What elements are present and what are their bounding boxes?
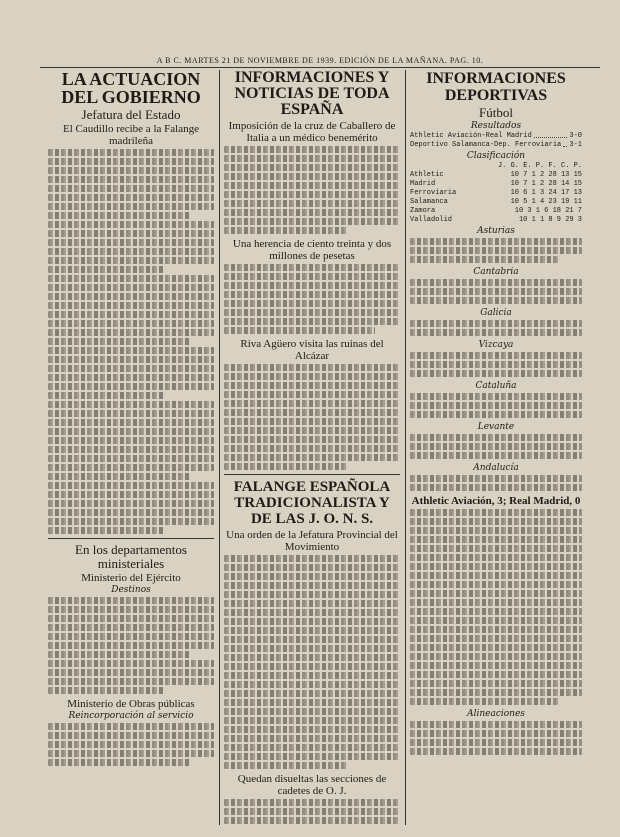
subhead-orden-jefatura: Una orden de la Jefatura Provincial del Movimiento — [226, 529, 398, 553]
subhead-caudillo: El Caudillo recibe a la Falange madrileña — [63, 123, 199, 147]
results-block — [410, 352, 582, 377]
subhead-futbol: Fútbol — [479, 105, 513, 120]
label-andalucia: Andalucía — [473, 463, 519, 473]
article-body — [224, 555, 400, 769]
label-cataluna: Cataluña — [475, 381, 517, 391]
table-row: Madrid 10 7 1 2 28 14 15 — [410, 180, 582, 188]
table-row: Athletic 10 7 1 2 28 13 15 — [410, 171, 582, 179]
label-clasificacion: Clasificación — [466, 151, 526, 161]
table-row: Athletic Aviación-Real Madrid 3-0 — [410, 132, 582, 140]
label-alineaciones: Alineaciones — [467, 709, 525, 719]
results-table — [410, 132, 582, 150]
headline-informaciones: INFORMACIONES Y NOTICIAS DE TODA ESPAÑA — [234, 70, 390, 118]
table-row: Valladolid 10 1 1 8 9 29 3 — [410, 216, 582, 224]
label-galicia: Galicia — [480, 308, 512, 318]
headline-government: LA ACTUACION DEL GOBIERNO — [61, 70, 201, 107]
label-asturias: Asturias — [477, 226, 515, 236]
headline-deportivas: INFORMACIONES DEPORTIVAS — [426, 70, 566, 104]
subhead-obras-publicas: Ministerio de Obras públicas — [67, 698, 195, 710]
subhead-ejercito: Ministerio del Ejército — [81, 572, 181, 584]
results-block — [410, 434, 582, 459]
results-block — [410, 393, 582, 418]
label-levante: Levante — [477, 422, 515, 432]
results-block — [410, 238, 582, 263]
column-spain-news — [224, 70, 400, 825]
subhead-match-report: Athletic Aviación, 3; Real Madrid, 0 — [411, 495, 581, 507]
label-vizcaya: Vizcaya — [478, 340, 514, 350]
subhead-jefatura: Jefatura del Estado — [81, 107, 181, 122]
article-body — [224, 264, 400, 334]
results-block — [410, 475, 582, 491]
table-row: Salamanca 10 5 1 4 23 19 11 — [410, 198, 582, 206]
label-destinos: Destinos — [111, 585, 151, 595]
divider — [48, 538, 214, 539]
divider — [224, 474, 400, 475]
table-header: J. G. E. P. F. C. P. — [497, 162, 582, 170]
table-row: Zamora 10 3 1 6 18 21 7 — [410, 207, 582, 215]
subhead-riva-aguero: Riva Agüero visita las ruinas del Alcázar — [240, 338, 384, 362]
label-cantabria: Cantabria — [473, 267, 519, 277]
article-body — [48, 149, 214, 534]
article-body — [410, 721, 582, 755]
article-body — [410, 509, 582, 705]
article-body — [224, 364, 400, 470]
column-sports — [410, 70, 582, 825]
article-body — [48, 597, 214, 694]
standings-table — [410, 162, 582, 225]
results-block — [410, 320, 582, 336]
subhead-cadetes: Quedan disueltas las secciones de cadetes de O. J. — [237, 773, 387, 797]
column-rule — [219, 70, 220, 825]
article-body — [48, 723, 214, 766]
running-head: A B C. MARTES 21 DE NOVIEMBRE DE 1939. EDICIÓN DE LA MAÑANA. PAG. 10. — [40, 56, 600, 68]
label-reincorporacion: Reincorporación al servicio — [68, 711, 194, 721]
table-row: Ferroviaria 10 6 1 3 24 17 13 — [410, 189, 582, 197]
headline-falange: FALANGE ESPAÑOLA TRADICIONALISTA Y DE LAS J. O. N. S. — [233, 479, 391, 527]
column-rule — [405, 70, 406, 825]
article-body — [224, 799, 400, 825]
results-block — [410, 279, 582, 304]
column-government — [48, 70, 214, 825]
subhead-herencia: Una herencia de ciento treinta y dos millones de pesetas — [232, 238, 392, 262]
table-row: Deportivo Salamanca-Dep. Ferroviaria 3-1 — [410, 141, 582, 149]
section-ministerial: En los departamentos ministeriales — [75, 542, 187, 571]
subhead-cruz-caballero: Imposición de la cruz de Caballero de Italia a un médico benemérito — [228, 120, 396, 144]
label-resultados: Resultados — [470, 121, 522, 131]
article-body — [224, 146, 400, 234]
